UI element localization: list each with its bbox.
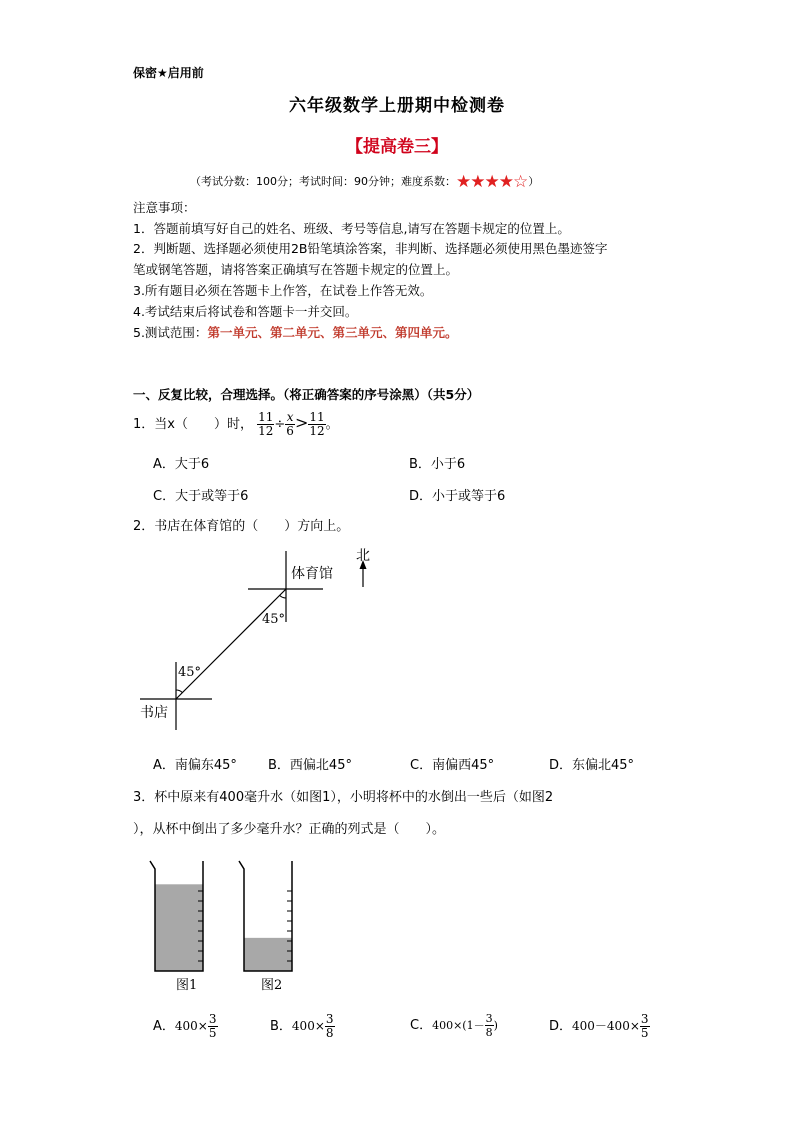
q1-option-c[interactable]: C．大于或等于6: [153, 489, 249, 504]
q3-option-b[interactable]: [270, 1012, 335, 1041]
section-1-title: 一、反复比较，合理选择。（将正确答案的序号涂黑）（共5分）: [133, 387, 480, 402]
q3-option-c-label: C．: [410, 1018, 433, 1033]
fig2-water-fill: [244, 938, 292, 971]
note-item-5-prefix: 5.测试范围：: [133, 325, 208, 340]
q1-prefix: 1．当x（ ）时，: [133, 417, 253, 432]
question-3-line-2: ），从杯中倒出了多少毫升水？正确的列式是（ ）。: [133, 822, 446, 837]
north-label: 北: [356, 548, 370, 564]
gym-angle-arc: [280, 595, 286, 598]
q3-option-c[interactable]: [410, 1012, 498, 1040]
exam-subtitle: 【提高卷三】: [346, 137, 448, 157]
q1-fraction-2: $\frac{x}{6}$: [286, 410, 294, 438]
q3-option-b-label: B．: [270, 1019, 292, 1034]
q2-option-c[interactable]: C．南偏西45°: [410, 758, 495, 773]
q1-fraction-1: $\frac{11}{12}$: [258, 410, 274, 438]
q3-option-d-label: D．: [549, 1019, 573, 1034]
difficulty-star-empty: ☆: [512, 172, 529, 192]
q3-option-d-expr: 400－400×: [572, 1019, 640, 1033]
q3-option-a-label: A．: [153, 1019, 175, 1034]
q1-suffix: 。: [325, 417, 339, 432]
notes-heading: 注意事项：: [133, 200, 196, 215]
score-info: [190, 172, 539, 192]
direction-diagram: [130, 540, 390, 730]
store-angle-arc: [176, 690, 182, 693]
confidential-label: 保密★启用前: [133, 66, 204, 80]
q3-option-b-expr: 400×: [291, 1019, 325, 1033]
store-label: 书店: [140, 705, 168, 721]
q3-option-c-fraction: $\frac{3}{8}$: [485, 1012, 493, 1039]
note-item-5: [133, 323, 457, 341]
difficulty-stars-filled: ★★★★: [456, 172, 513, 192]
angle-label-top: 45°: [262, 612, 286, 627]
note-item-2a: 2．判断题、选择题必须使用2B铅笔填涂答案，非判断、选择题必须使用黑色墨迹签字: [133, 241, 608, 256]
q3-option-a-fraction: $\frac{3}{5}$: [208, 1012, 217, 1040]
exam-title: 六年级数学上册期中检测卷: [289, 96, 505, 116]
q3-option-a[interactable]: [153, 1012, 218, 1041]
fig1-label: 图1: [176, 978, 198, 993]
q3-option-c-end: ): [493, 1019, 498, 1032]
q3-option-c-expr: 400×(1－: [432, 1019, 485, 1032]
question-1: [133, 409, 339, 439]
connecting-line: [176, 589, 286, 699]
test-range: 第一单元、第二单元、第三单元、第四单元。: [207, 325, 458, 340]
q1-fraction-3: $\frac{11}{12}$: [309, 410, 325, 438]
q2-option-b[interactable]: B．西偏北45°: [268, 758, 352, 773]
note-item-3: 3.所有题目必须在答题卡上作答，在试卷上作答无效。: [133, 283, 433, 298]
angle-label-bottom: 45°: [178, 665, 202, 680]
q1-option-b[interactable]: B．小于6: [409, 457, 466, 472]
note-item-4: 4.考试结束后将试卷和答题卡一并交回。: [133, 304, 358, 319]
q3-option-b-fraction: $\frac{3}{8}$: [325, 1012, 334, 1040]
q3-option-a-expr: 400×: [174, 1019, 208, 1033]
q1-option-a[interactable]: A．大于6: [153, 457, 210, 472]
gym-label: 体育馆: [291, 566, 333, 582]
q1-greater-than: >: [294, 413, 309, 432]
q3-option-d[interactable]: [549, 1012, 650, 1041]
q3-option-d-fraction: $\frac{3}{5}$: [640, 1012, 649, 1040]
q1-option-d[interactable]: D．小于或等于6: [409, 489, 506, 504]
beaker-figures: [140, 855, 310, 995]
score-info-end: ）: [528, 175, 540, 188]
note-item-1: 1．答题前填写好自己的姓名、班级、考号等信息,请写在答题卡规定的位置上。: [133, 221, 570, 236]
fig1-water-fill: [155, 884, 203, 971]
fig2-label: 图2: [261, 978, 283, 993]
score-info-text: （考试分数：100分；考试时间：90分钟；难度系数：: [190, 175, 456, 188]
note-item-2b: 笔或钢笔答题，请将答案正确填写在答题卡规定的位置上。: [133, 262, 459, 277]
q1-divide: ÷: [274, 417, 286, 432]
question-3-line-1: 3．杯中原来有400毫升水（如图1），小明将杯中的水倒出一些后（如图2: [133, 790, 554, 805]
q2-option-d[interactable]: D．东偏北45°: [549, 758, 635, 773]
question-2: 2．书店在体育馆的（ ）方向上。: [133, 519, 350, 534]
q2-option-a[interactable]: A．南偏东45°: [153, 758, 237, 773]
